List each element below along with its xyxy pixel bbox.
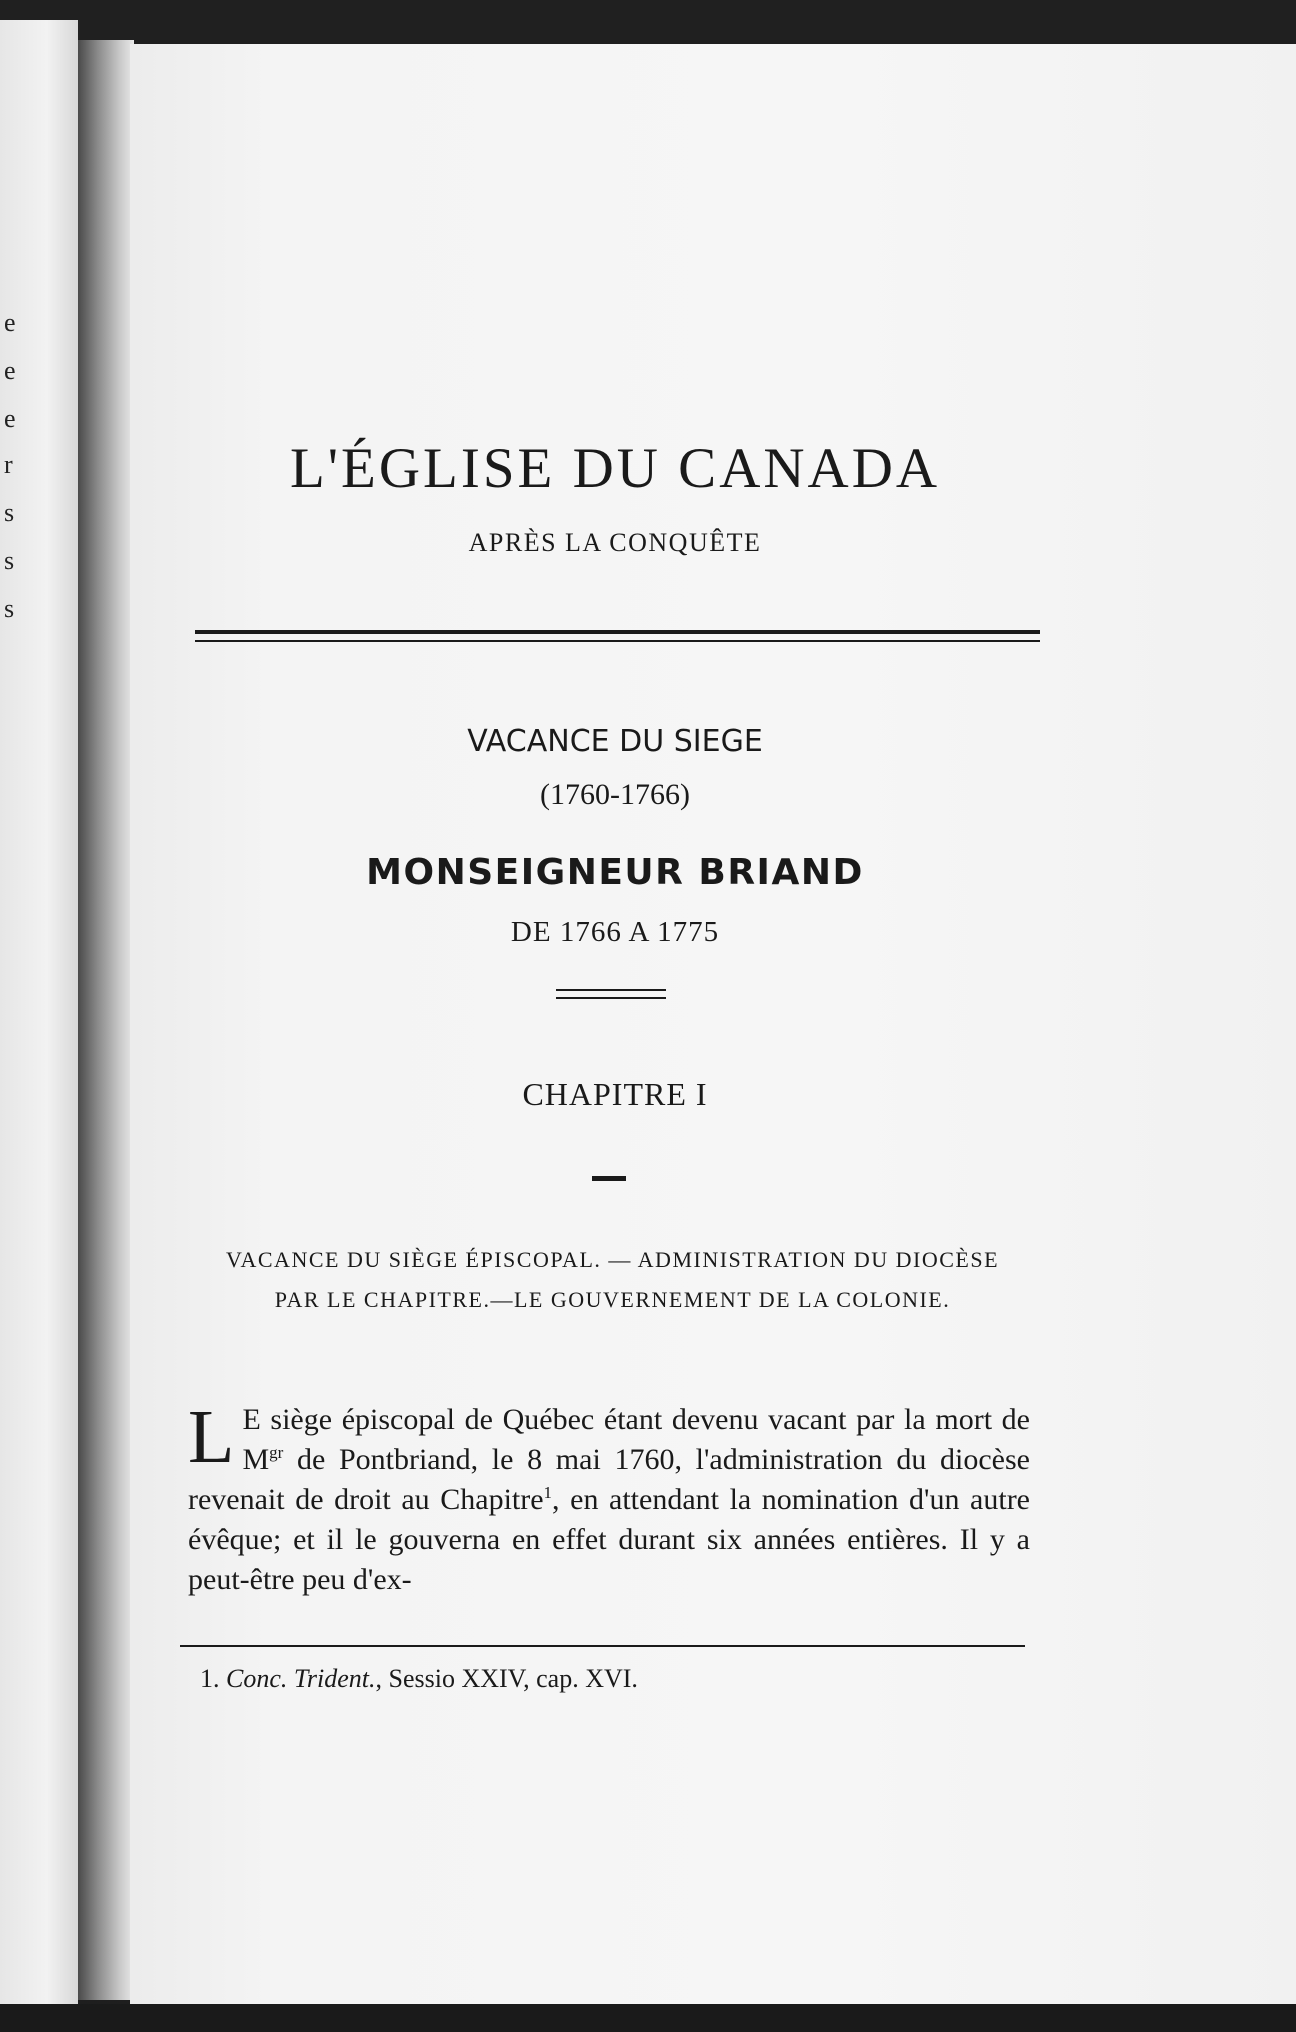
body-text-part: E siège épiscopal de Québec étant devenu vacant par la mort de M <box>242 1403 1030 1476</box>
ornament-rule-lower <box>556 997 666 999</box>
facing-page-letter: r <box>4 450 13 479</box>
body-text-part: , en attendant la nomination d'un autre évêque; et il le gouverna en effet durant six années entières. Il y a peut-être peu d'ex- <box>188 1483 1030 1596</box>
footnote-rule <box>180 1645 1025 1647</box>
facing-page-letter: s <box>4 594 15 623</box>
footnote-marker: 1 <box>543 1483 553 1502</box>
bishop-years: DE 1766 A 1775 <box>510 916 720 948</box>
drop-cap: L <box>188 1395 235 1479</box>
section-heading: VACANCE DU SIEGE <box>467 724 763 759</box>
chapter-dash <box>592 1176 626 1181</box>
ornament-rule-upper <box>556 989 666 991</box>
body-superscript: gr <box>269 1443 284 1462</box>
facing-page-letter: e <box>4 404 16 433</box>
body-paragraph <box>188 1395 1030 1600</box>
footnote-reference: , Sessio XXIV, cap. XVI. <box>375 1664 638 1693</box>
book-gutter <box>78 40 134 2000</box>
body-text-part: de Pontbriand, le 8 mai 1760, l'administration du diocèse revenait de droit au Chapitre <box>188 1443 1030 1516</box>
title-rule-thick <box>195 630 1040 634</box>
footnote-number: 1. <box>200 1664 220 1693</box>
book-subtitle: APRÈS LA CONQUÊTE <box>468 528 762 557</box>
bottom-scanner-shadow <box>0 2004 1296 2032</box>
title-rule-thin <box>195 640 1040 642</box>
section-dates: (1760-1766) <box>540 778 690 811</box>
facing-page-letter: s <box>4 498 15 527</box>
book-title: L'ÉGLISE DU CANADA <box>289 437 941 500</box>
bishop-heading: MONSEIGNEUR BRIAND <box>366 852 864 893</box>
book-page <box>130 44 1296 2004</box>
top-scanner-shadow <box>0 0 1296 40</box>
facing-page-letter: s <box>4 546 15 575</box>
chapter-summary: VACANCE DU SIÈGE ÉPISCOPAL. — ADMINISTRATION DU DIOCÈSE PAR LE CHAPITRE.—LE GOUVERNEMENT DE LA COLONIE. <box>225 1247 1000 1312</box>
chapter-title: CHAPITRE I <box>522 1076 708 1112</box>
footnote <box>200 1664 1000 1694</box>
facing-page-letter: e <box>4 308 16 337</box>
facing-page-letter: e <box>4 356 16 385</box>
facing-page-edge <box>0 20 78 2010</box>
footnote-reference-italic: Conc. Trident. <box>226 1664 376 1693</box>
